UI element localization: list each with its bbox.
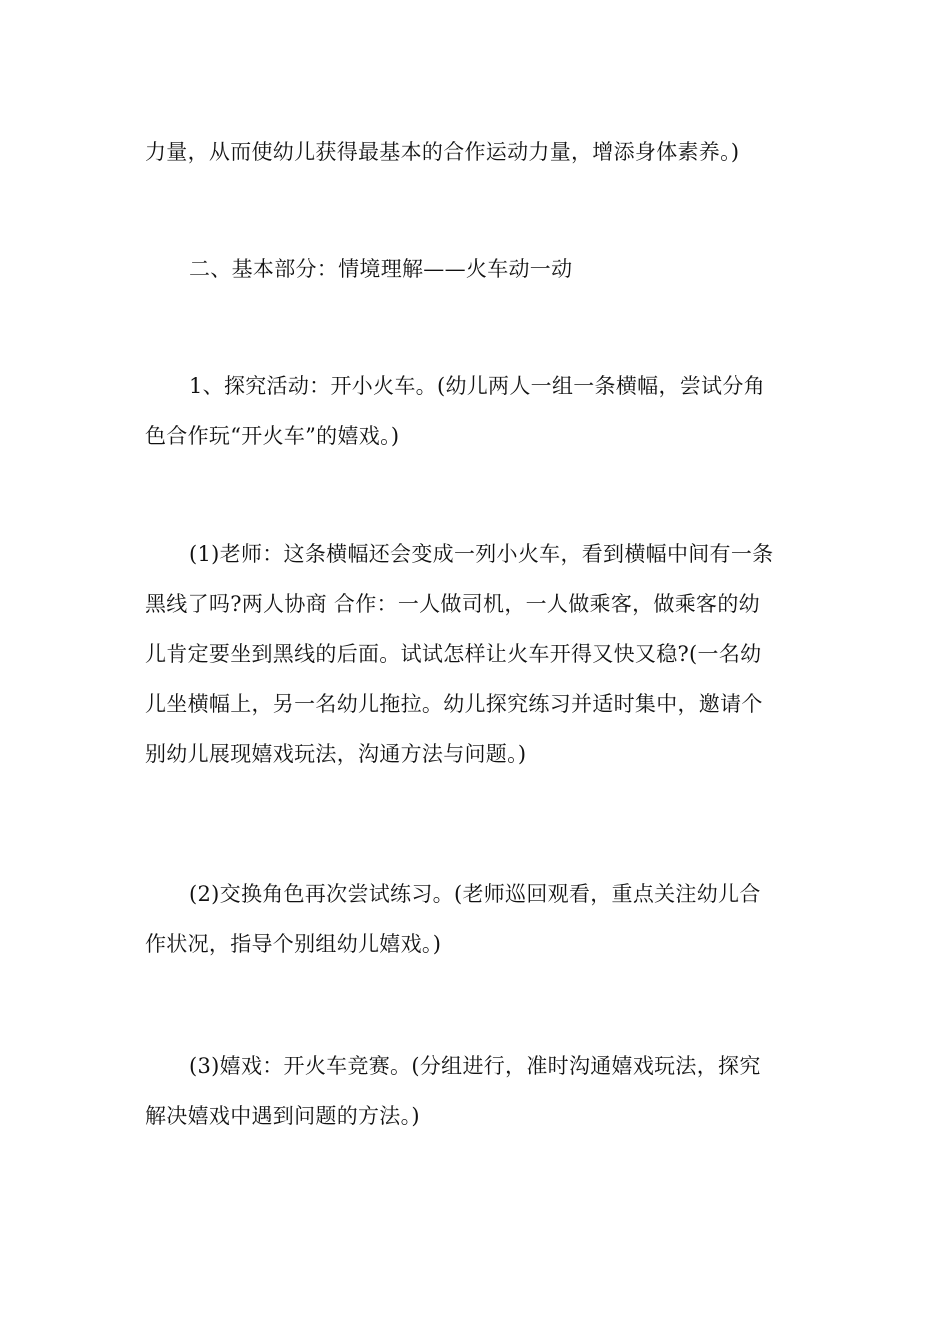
text-line: 色合作玩“开火车”的嬉戏。)	[145, 424, 400, 448]
section-heading	[145, 244, 815, 294]
text-line: 黑线了吗?两人协商 合作：一人做司机，一人做乘客，做乘客的幼	[145, 592, 760, 616]
text-line: (2)交换角色再次尝试练习。(老师巡回观看，重点关注幼儿合	[189, 882, 761, 906]
text-line: 1、探究活动：开小火车。(幼儿两人一组一条横幅，尝试分角	[189, 374, 765, 398]
paragraph-step-1	[145, 529, 815, 779]
text-line: 作状况，指导个别组幼儿嬉戏。)	[145, 932, 442, 956]
paragraph-step-2	[145, 869, 815, 969]
text-line: 儿肯定要坐到黑线的后面。试试怎样让火车开得又快又稳?(一名幼	[145, 642, 762, 666]
paragraph-step-3	[145, 1041, 815, 1141]
paragraph-activity	[145, 361, 815, 461]
text-line: (3)嬉戏：开火车竞赛。(分组进行，准时沟通嬉戏玩法，探究	[189, 1054, 761, 1078]
text-line: 解决嬉戏中遇到问题的方法。)	[145, 1104, 420, 1128]
heading-line: 二、基本部分：情境理解——火车动一动	[189, 257, 573, 281]
paragraph-continuation	[145, 127, 815, 177]
text-line: 别幼儿展现嬉戏玩法，沟通方法与问题。)	[145, 742, 527, 766]
text-line: (1)老师：这条横幅还会变成一列小火车，看到横幅中间有一条	[189, 542, 774, 566]
text-line: 力量，从而使幼儿获得最基本的合作运动力量，增添身体素养。)	[145, 140, 740, 164]
text-line: 儿坐横幅上，另一名幼儿拖拉。幼儿探究练习并适时集中，邀请个	[145, 692, 763, 716]
